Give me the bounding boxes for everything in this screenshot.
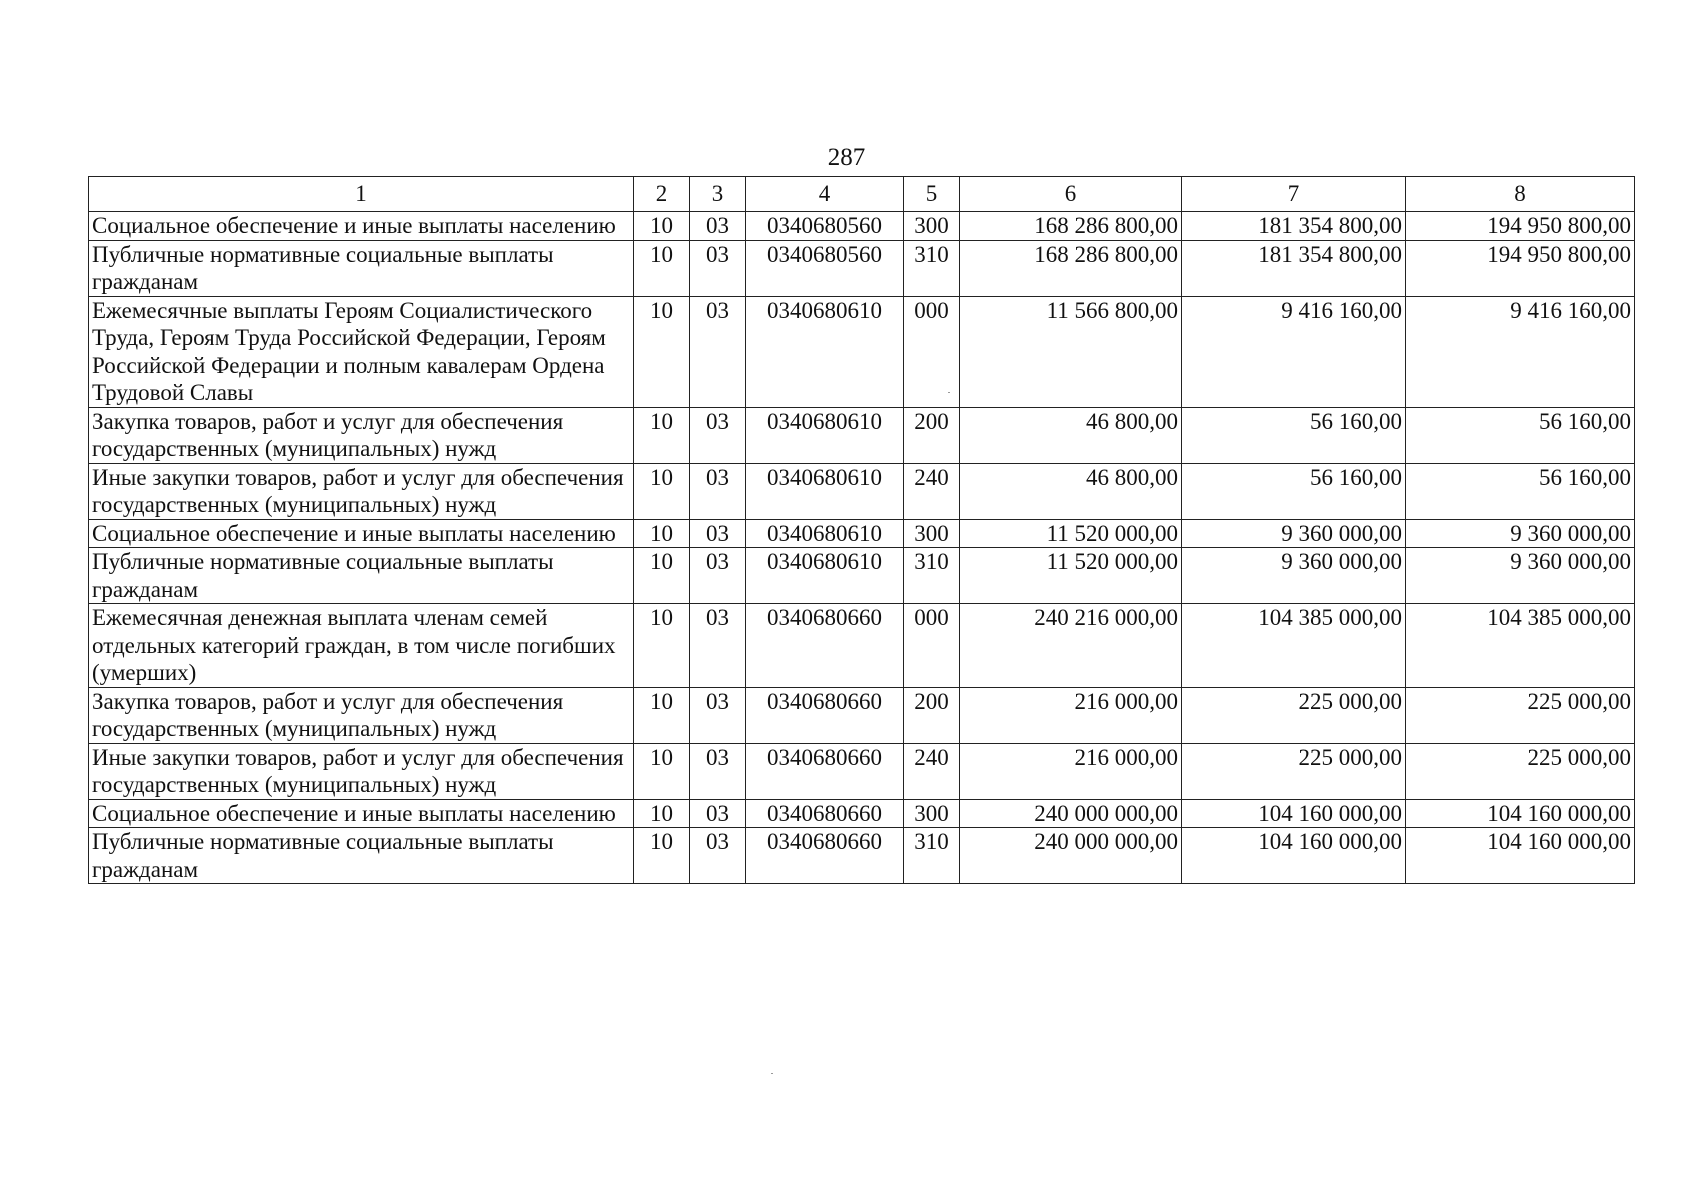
amount-col8-cell: 9 416 160,00 [1406, 296, 1635, 407]
amount-col8-cell: 56 160,00 [1406, 407, 1635, 463]
item-name-cell: Публичные нормативные социальные выплаты гражданам [89, 548, 634, 604]
subsection-code-cell: 03 [690, 604, 746, 688]
header-cell: 8 [1406, 177, 1635, 212]
section-code-cell: 10 [634, 296, 690, 407]
amount-col7-cell: 104 385 000,00 [1182, 604, 1406, 688]
header-cell: 2 [634, 177, 690, 212]
item-name-cell: Публичные нормативные социальные выплаты гражданам [89, 828, 634, 884]
amount-col7-cell: 181 354 800,00 [1182, 240, 1406, 296]
amount-col6-cell: 46 800,00 [960, 407, 1182, 463]
amount-col8-cell: 56 160,00 [1406, 463, 1635, 519]
table-row [89, 828, 1635, 884]
subsection-code-cell: 03 [690, 463, 746, 519]
item-name-cell: Ежемесячные выплаты Героям Социалистического Труда, Героям Труда Российской Федерации, Героям Российской Федерации и полным кавалерам Ордена Трудовой Славы [89, 296, 634, 407]
expense-type-cell: 240 [904, 463, 960, 519]
section-code-cell: 10 [634, 519, 690, 548]
expense-type-cell: 300 [904, 519, 960, 548]
subsection-code-cell: 03 [690, 407, 746, 463]
subsection-code-cell: 03 [690, 519, 746, 548]
amount-col6-cell: 240 000 000,00 [960, 828, 1182, 884]
amount-col6-cell: 11 520 000,00 [960, 519, 1182, 548]
amount-col7-cell: 9 416 160,00 [1182, 296, 1406, 407]
amount-col7-cell: 225 000,00 [1182, 687, 1406, 743]
subsection-code-cell: 03 [690, 828, 746, 884]
scan-speck [771, 1073, 773, 1074]
header-cell: 1 [89, 177, 634, 212]
target-code-cell: 0340680660 [746, 799, 904, 828]
amount-col7-cell: 9 360 000,00 [1182, 548, 1406, 604]
section-code-cell: 10 [634, 687, 690, 743]
target-code-cell: 0340680660 [746, 743, 904, 799]
header-cell: 4 [746, 177, 904, 212]
amount-col7-cell: 104 160 000,00 [1182, 799, 1406, 828]
header-cell: 3 [690, 177, 746, 212]
amount-col8-cell: 225 000,00 [1406, 743, 1635, 799]
amount-col8-cell: 225 000,00 [1406, 687, 1635, 743]
header-cell: 6 [960, 177, 1182, 212]
target-code-cell: 0340680610 [746, 548, 904, 604]
table-row [89, 548, 1635, 604]
section-code-cell: 10 [634, 604, 690, 688]
amount-col6-cell: 168 286 800,00 [960, 212, 1182, 241]
target-code-cell: 0340680610 [746, 519, 904, 548]
expense-type-cell: 000 [904, 296, 960, 407]
amount-col7-cell: 9 360 000,00 [1182, 519, 1406, 548]
target-code-cell: 0340680660 [746, 828, 904, 884]
table-row [89, 212, 1635, 241]
expense-type-cell: 300 [904, 212, 960, 241]
subsection-code-cell: 03 [690, 296, 746, 407]
item-name-cell: Закупка товаров, работ и услуг для обеспечения государственных (муниципальных) нужд [89, 407, 634, 463]
section-code-cell: 10 [634, 828, 690, 884]
amount-col6-cell: 240 000 000,00 [960, 799, 1182, 828]
amount-col6-cell: 216 000,00 [960, 743, 1182, 799]
amount-col8-cell: 104 385 000,00 [1406, 604, 1635, 688]
amount-col6-cell: 216 000,00 [960, 687, 1182, 743]
item-name-cell: Ежемесячная денежная выплата членам семей отдельных категорий граждан, в том числе погибших (умерших) [89, 604, 634, 688]
subsection-code-cell: 03 [690, 240, 746, 296]
table-row [89, 240, 1635, 296]
amount-col8-cell: 9 360 000,00 [1406, 548, 1635, 604]
target-code-cell: 0340680660 [746, 604, 904, 688]
table-row [89, 799, 1635, 828]
table-row [89, 407, 1635, 463]
table-row [89, 604, 1635, 688]
amount-col6-cell: 11 520 000,00 [960, 548, 1182, 604]
amount-col6-cell: 46 800,00 [960, 463, 1182, 519]
item-name-cell: Социальное обеспечение и иные выплаты населению [89, 799, 634, 828]
amount-col8-cell: 9 360 000,00 [1406, 519, 1635, 548]
section-code-cell: 10 [634, 407, 690, 463]
section-code-cell: 10 [634, 743, 690, 799]
item-name-cell: Иные закупки товаров, работ и услуг для обеспечения государственных (муниципальных) нужд [89, 743, 634, 799]
header-cell: 5 [904, 177, 960, 212]
subsection-code-cell: 03 [690, 743, 746, 799]
subsection-code-cell: 03 [690, 687, 746, 743]
expense-type-cell: 310 [904, 548, 960, 604]
budget-table [88, 176, 1635, 884]
expense-type-cell: 200 [904, 407, 960, 463]
amount-col6-cell: 11 566 800,00 [960, 296, 1182, 407]
amount-col7-cell: 181 354 800,00 [1182, 212, 1406, 241]
expense-type-cell: 310 [904, 240, 960, 296]
amount-col6-cell: 240 216 000,00 [960, 604, 1182, 688]
item-name-cell: Социальное обеспечение и иные выплаты населению [89, 212, 634, 241]
table-row [89, 296, 1635, 407]
section-code-cell: 10 [634, 212, 690, 241]
header-cell: 7 [1182, 177, 1406, 212]
subsection-code-cell: 03 [690, 548, 746, 604]
amount-col8-cell: 194 950 800,00 [1406, 240, 1635, 296]
subsection-code-cell: 03 [690, 799, 746, 828]
amount-col8-cell: 104 160 000,00 [1406, 828, 1635, 884]
section-code-cell: 10 [634, 240, 690, 296]
expense-type-cell: 300 [904, 799, 960, 828]
section-code-cell: 10 [634, 463, 690, 519]
target-code-cell: 0340680560 [746, 212, 904, 241]
amount-col6-cell: 168 286 800,00 [960, 240, 1182, 296]
subsection-code-cell: 03 [690, 212, 746, 241]
table-row [89, 743, 1635, 799]
amount-col8-cell: 104 160 000,00 [1406, 799, 1635, 828]
amount-col7-cell: 56 160,00 [1182, 463, 1406, 519]
expense-type-cell: 240 [904, 743, 960, 799]
header-row [89, 177, 1635, 212]
item-name-cell: Социальное обеспечение и иные выплаты населению [89, 519, 634, 548]
amount-col7-cell: 104 160 000,00 [1182, 828, 1406, 884]
expense-type-cell: 000 [904, 604, 960, 688]
page-number: 287 [827, 144, 866, 171]
amount-col8-cell: 194 950 800,00 [1406, 212, 1635, 241]
expense-type-cell: 310 [904, 828, 960, 884]
scan-speck [948, 392, 950, 393]
item-name-cell: Закупка товаров, работ и услуг для обеспечения государственных (муниципальных) нужд [89, 687, 634, 743]
amount-col7-cell: 56 160,00 [1182, 407, 1406, 463]
table-body [89, 212, 1635, 884]
section-code-cell: 10 [634, 548, 690, 604]
table-row [89, 463, 1635, 519]
amount-col7-cell: 225 000,00 [1182, 743, 1406, 799]
target-code-cell: 0340680610 [746, 407, 904, 463]
expense-type-cell: 200 [904, 687, 960, 743]
target-code-cell: 0340680560 [746, 240, 904, 296]
section-code-cell: 10 [634, 799, 690, 828]
table-row [89, 687, 1635, 743]
target-code-cell: 0340680610 [746, 463, 904, 519]
table-row [89, 519, 1635, 548]
item-name-cell: Иные закупки товаров, работ и услуг для обеспечения государственных (муниципальных) нужд [89, 463, 634, 519]
target-code-cell: 0340680610 [746, 296, 904, 407]
target-code-cell: 0340680660 [746, 687, 904, 743]
item-name-cell: Публичные нормативные социальные выплаты гражданам [89, 240, 634, 296]
